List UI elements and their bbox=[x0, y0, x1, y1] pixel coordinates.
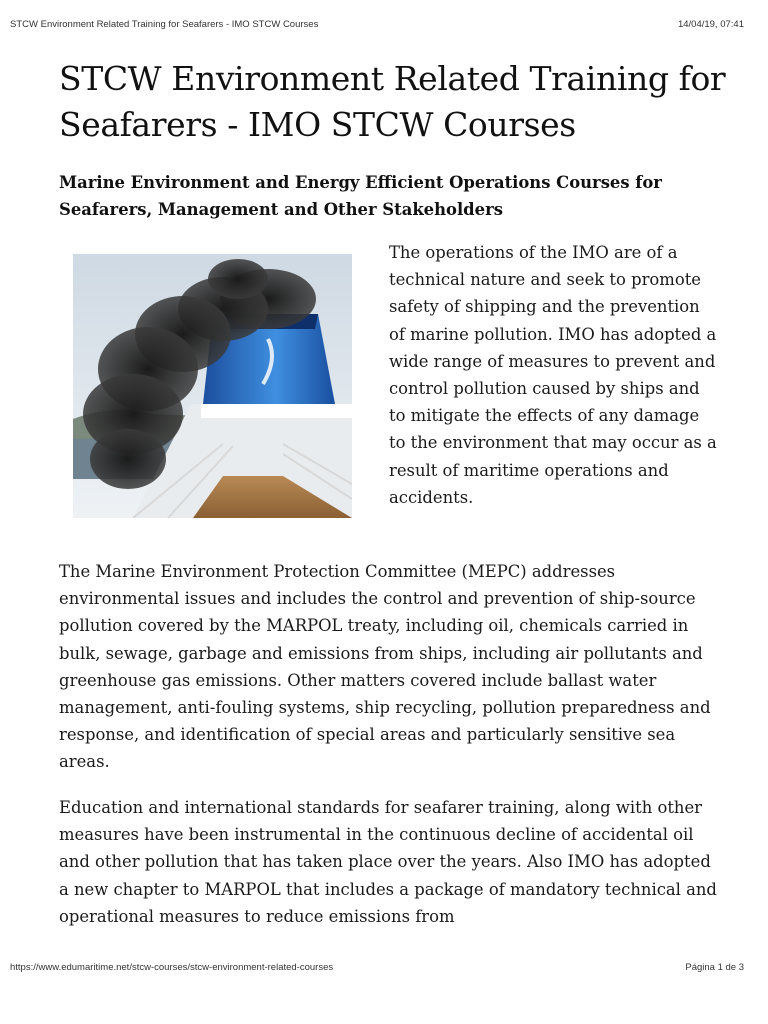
ship-funnel-smoke-image bbox=[73, 254, 352, 518]
page-title: STCW Environment Related Training for Seafarers - IMO STCW Courses bbox=[59, 59, 726, 144]
print-header bbox=[10, 19, 744, 30]
intro-paragraph: The operations of the IMO are of a technical nature and seek to promote safety of shipping and the prevention of marine pollution. IMO has adopted a wide range of measures to prevent and control pollution caused by ships and to mitigate the effects of any damage to the environment that may occur as a result of maritime operations and accidents. bbox=[389, 243, 717, 507]
mepc-paragraph: The Marine Environment Protection Committee (MEPC) addresses environmental issues and includes the control and prevention of ship-source pollution covered by the MARPOL treaty, including oil, chemicals carried in bulk, sewage, garbage and emissions from ships, including air pollutants and greenhouse gas emissions. Other matters covered include ballast water management, anti-fouling systems, ship recycling, pollution preparedness and response, and identification of special areas and particularly sensitive sea areas. bbox=[59, 562, 711, 772]
print-header-title: STCW Environment Related Training for Seafarers - IMO STCW Courses bbox=[10, 19, 319, 30]
print-header-datetime: 14/04/19, 07:41 bbox=[677, 19, 744, 30]
education-paragraph: Education and international standards for seafarer training, along with other measures have been instrumental in the continuous decline of accidental oil and other pollution that has taken place over the years. Also IMO has adopted a new chapter to MARPOL that includes a package of mandatory technical and operational measures to reduce emissions from bbox=[59, 798, 717, 926]
print-footer-url: https://www.edumaritime.net/stcw-courses/stcw-environment-related-courses bbox=[10, 962, 334, 973]
print-footer-page-number: Página 1 de 3 bbox=[685, 962, 744, 973]
print-footer bbox=[10, 962, 744, 973]
page-subtitle: Marine Environment and Energy Efficient Operations Courses for Seafarers, Management and Other Stakeholders bbox=[59, 173, 662, 219]
